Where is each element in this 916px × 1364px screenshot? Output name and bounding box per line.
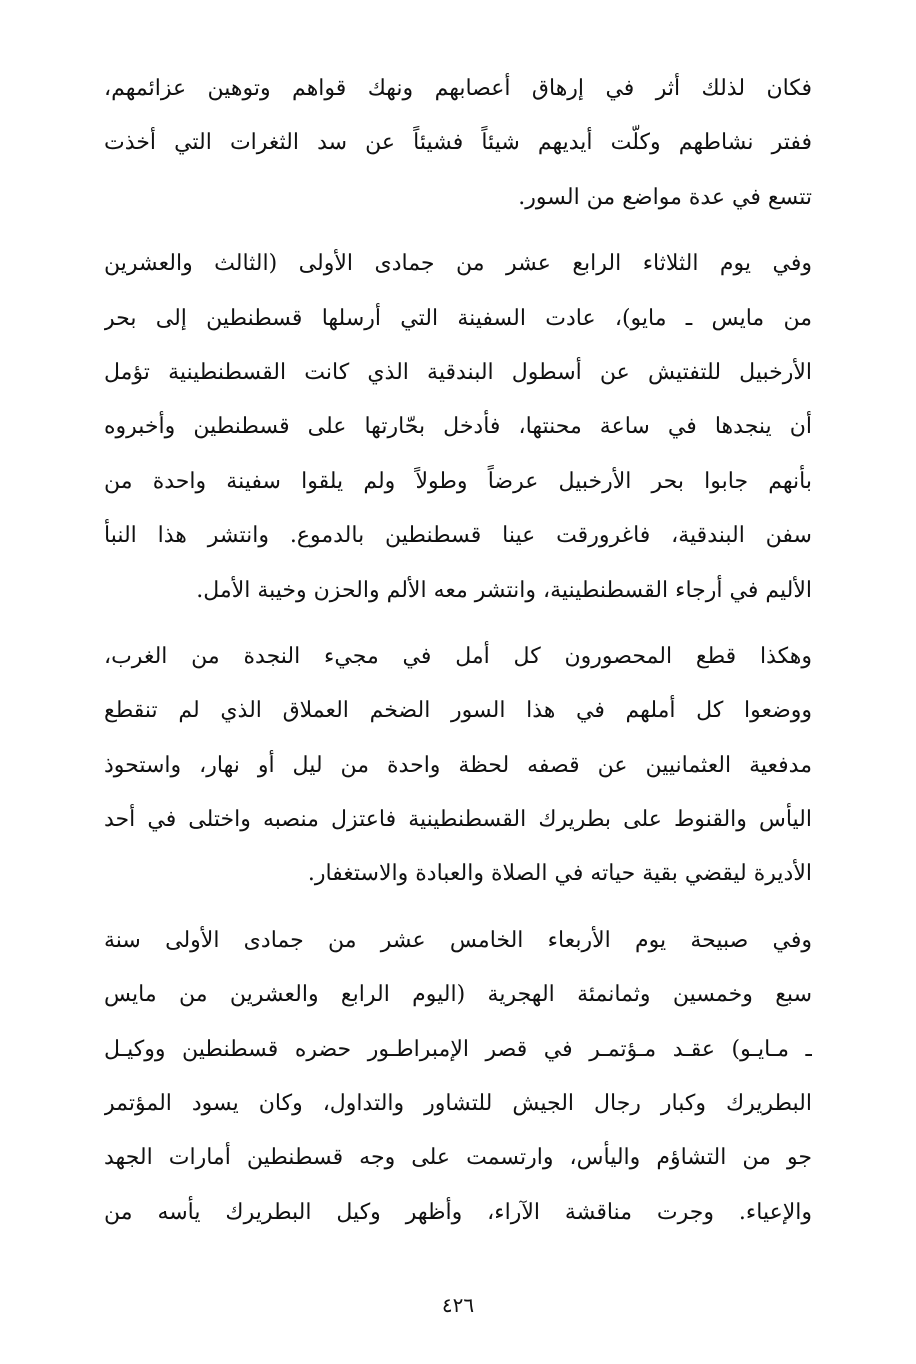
text-line: فكان لذلك أثر في إرهاق أعصابهم ونهك قواهم وتوهين عزائمهم، [104, 76, 812, 101]
text-line: تتسع في عدة مواضع من السور. [518, 184, 812, 210]
text-line: وهكذا قطع المحصورون كل أمل في مجيء النجدة من الغرب، [104, 643, 812, 669]
text-line: أن ينجدها في ساعة محنتها، فأدخل بحّارتها على قسطنطين وأخبروه [104, 414, 812, 440]
text-line: سبع وخمسين وثمانمئة الهجرية (اليوم الرابع والعشرين من مايس [104, 982, 812, 1008]
paragraph [104, 237, 812, 618]
text-line: الأرخبيل للتفتيش عن أسطول البندقية الذي كانت القسطنطينية تؤمل [104, 359, 812, 385]
paragraph [104, 630, 812, 902]
text-line: والإعياء. وجرت مناقشة الآراء، وأظهر وكيل البطريرك يأسه من [104, 1199, 812, 1225]
text-line: البطريرك وكبار رجال الجيش للتشاور والتداول، وكان يسود المؤتمر [104, 1091, 812, 1117]
text-line: ـ مـايـو) عقـد مـؤتمـر في قصر الإمبراطـور حضره قسطنطين ووكيـل [104, 1036, 812, 1062]
text-line: ففتر نشاطهم وكلّت أيديهم شيئاً فشيئاً عن سد الثغرات التي أخذت [104, 130, 812, 156]
page-number: ٤٢٦ [441, 1293, 475, 1317]
text-line: مدفعية العثمانيين عن قصفه لحظة واحدة من ليل أو نهار، واستحوذ [104, 752, 812, 778]
text-line: الأليم في أرجاء القسطنطينية، وانتشر معه الألم والحزن وخيبة الأمل. [196, 577, 812, 603]
text-line: وفي صبيحة يوم الأربعاء الخامس عشر من جمادى الأولى سنة [104, 927, 812, 953]
text-line: من مايس ـ مايو)، عادت السفينة التي أرسلها قسطنطين إلى بحر [104, 305, 812, 331]
text-line: ووضعوا كل أملهم في هذا السور الضخم العملاق الذي لم تنقطع [104, 698, 812, 724]
text-line: جو من التشاؤم واليأس، وارتسمت على وجه قسطنطين أمارات الجهد [104, 1145, 812, 1171]
paragraph [104, 62, 812, 225]
text-line: بأنهم جابوا بحر الأرخبيل عرضاً وطولاً ولم يلقوا سفينة واحدة من [104, 468, 812, 494]
text-line: اليأس والقنوط على بطريرك القسطنطينية فاعتزل منصبه واختلى في أحد [104, 807, 812, 833]
text-line: وفي يوم الثلاثاء الرابع عشر من جمادى الأولى (الثالث والعشرين [104, 251, 812, 277]
paragraph [104, 914, 812, 1240]
document-page [104, 62, 812, 1262]
text-line: سفن البندقية، فاغرورقت عينا قسطنطين بالدموع. وانتشر هذا النبأ [104, 523, 812, 549]
text-line: الأديرة ليقضي بقية حياته في الصلاة والعبادة والاستغفار. [307, 861, 812, 887]
